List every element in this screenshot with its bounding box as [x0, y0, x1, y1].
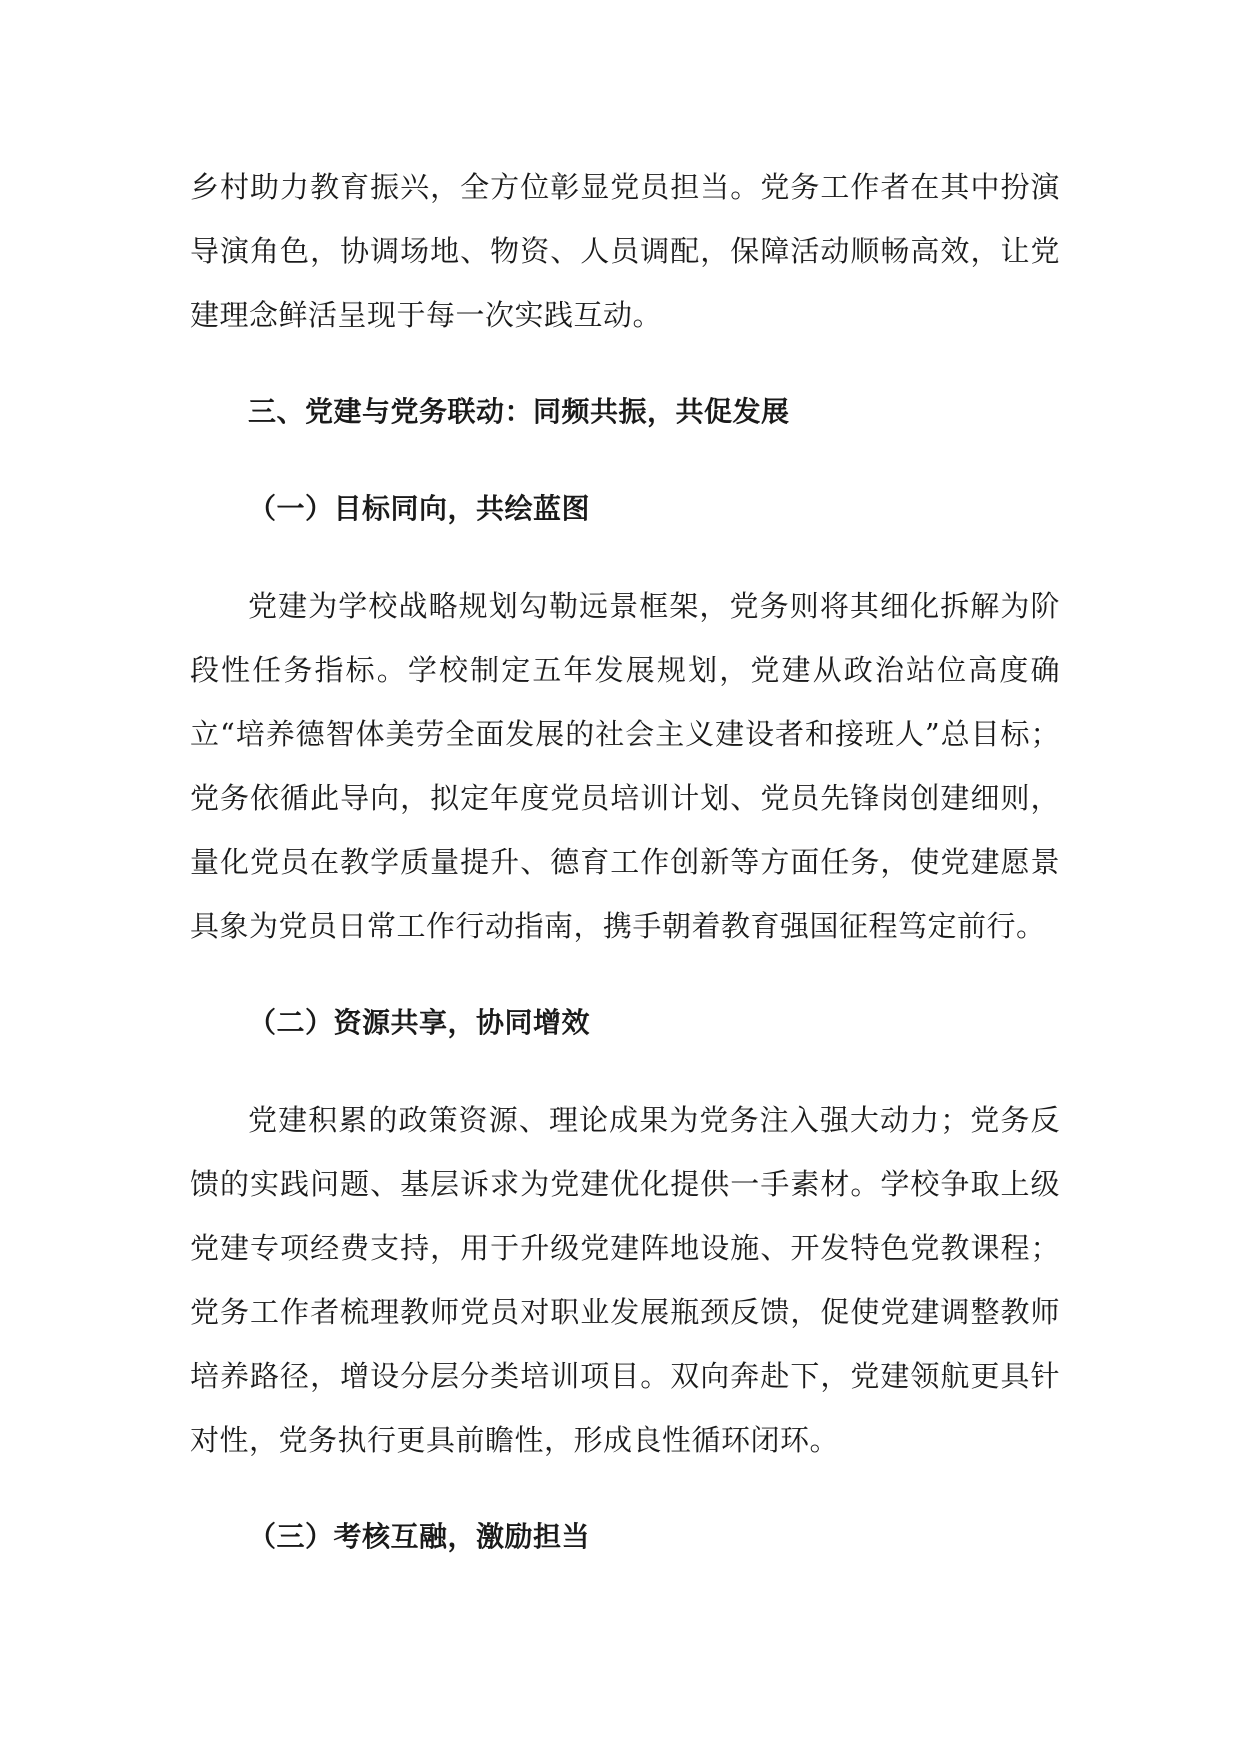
spacer: [190, 347, 1060, 380]
sub-2-heading: （二）资源共享，协同增效: [248, 1006, 591, 1039]
sub-3-heading: （三）考核互融，激励担当: [248, 1520, 591, 1553]
spacer: [190, 541, 1060, 574]
spacer: [190, 444, 1060, 477]
spacer: [190, 1055, 1060, 1088]
sub-2-paragraph: 党建积累的政策资源、理论成果为党务注入强大动力；党务反馈的实践问题、基层诉求为党建优化提供一手素材。学校争取上级党建专项经费支持，用于升级党建阵地设施、开发特色党教课程；党务工作者梳理教师党员对职业发展瓶颈反馈，促使党建调整教师培养路径，增设分层分类培训项目。双向奔赴下，党建领航更具针对性，党务执行更具前瞻性，形成良性循环闭环。: [190, 1103, 1060, 1457]
sub-1-paragraph: 党建为学校战略规划勾勒远景框架，党务则将其细化拆解为阶段性任务指标。学校制定五年发展规划，党建从政治站位高度确立“培养德智体美劳全面发展的社会主义建设者和接班人”总目标；党务依循此导向，拟定年度党员培训计划、党员先锋岗创建细则，量化党员在教学质量提升、德育工作创新等方面任务，使党建愿景具象为党员日常工作行动指南，携手朝着教育强国征程笃定前行。: [190, 589, 1060, 943]
document-body: [190, 155, 1060, 1569]
spacer: [190, 958, 1060, 991]
spacer: [190, 1472, 1060, 1505]
sub-1-heading: （一）目标同向，共绘蓝图: [248, 492, 591, 525]
section-3-heading: 三、党建与党务联动：同频共振，共促发展: [248, 395, 790, 428]
intro-paragraph: 乡村助力教育振兴，全方位彰显党员担当。党务工作者在其中扮演导演角色，协调场地、物资、人员调配，保障活动顺畅高效，让党建理念鲜活呈现于每一次实践互动。: [190, 170, 1060, 332]
